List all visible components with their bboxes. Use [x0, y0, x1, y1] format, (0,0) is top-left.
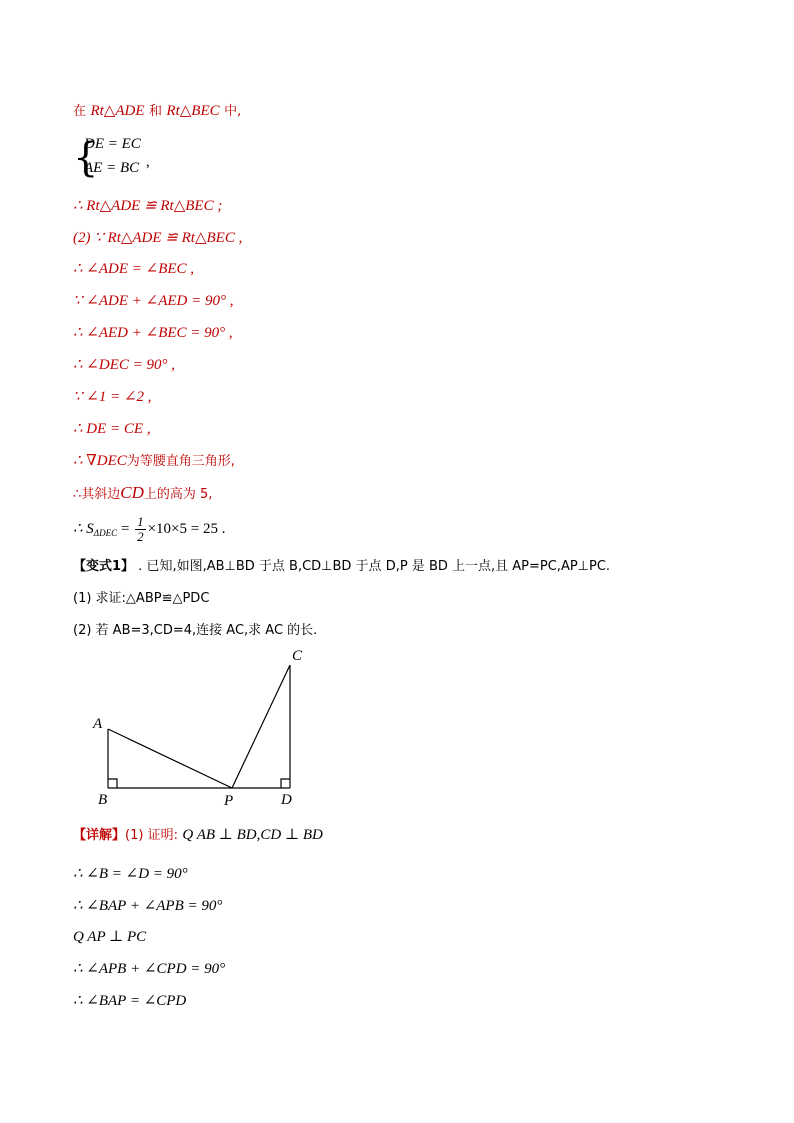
detail-line [73, 825, 323, 846]
text-part: ∴其斜边 [73, 487, 121, 502]
proof-line: ∵ ∠ADE + ∠AED = 90° , [73, 293, 234, 309]
proof-line: Q AP ⊥ PC [73, 929, 147, 945]
proof-line: ∴ DE = CE , [73, 421, 151, 437]
right-angle-mark-b [108, 779, 117, 788]
segment-ap [108, 729, 232, 788]
math-part: CD [120, 483, 144, 502]
math-triangle: Rt△BEC [166, 103, 220, 119]
equation-2: AE = BC [84, 160, 140, 176]
detail-text: (1) 证明: [125, 828, 178, 843]
question-1: (1) 求证:△ABP≌△PDC [73, 591, 210, 606]
label-p: P [224, 793, 234, 809]
text-mid: 和 [148, 104, 162, 119]
proof-line: ∴ ∠AED + ∠BEC = 90° , [73, 325, 233, 341]
proof-line: ∴ ∠APB + ∠CPD = 90° [73, 961, 226, 977]
text-pre: 在 [73, 104, 87, 119]
area-subscript: ΔDEC [93, 527, 118, 538]
text-part: 上的高为 5, [143, 487, 213, 502]
right-angle-mark-d [281, 779, 290, 788]
label-a: A [93, 716, 103, 732]
detail-math: Q AB ⊥ BD,CD ⊥ BD [182, 827, 323, 843]
equation-tail: , [146, 154, 150, 170]
area-rest: ×10×5 = 25 . [147, 520, 226, 537]
proof-line: ∴ ∠BAP = ∠CPD [73, 993, 187, 1009]
fraction-denominator: 2 [137, 529, 144, 544]
variant-label: 【变式1】 [73, 559, 135, 574]
math-triangle: Rt△ADE [90, 103, 145, 119]
area-symbol: ∴ S [73, 520, 94, 537]
equation-1: DE = EC [84, 136, 141, 152]
variant-text: . 已知,如图,AB⊥BD 于点 B,CD⊥BD 于点 D,P 是 BD 上一点,且 AP=PC,AP⊥PC. [134, 559, 611, 574]
question-2: (2) 若 AB=3,CD=4,连接 AC,求 AC 的长. [73, 623, 318, 638]
label-b: B [98, 792, 108, 808]
text-part: 为等腰直角三角形, [126, 454, 235, 469]
equals: = [117, 520, 134, 537]
proof-line: ∴ ∠DEC = 90° , [73, 357, 175, 373]
proof-line: ∵ ∠1 = ∠2 , [73, 389, 152, 405]
proof-line: (2) ∵ Rt△ADE ≌ Rt△BEC , [73, 230, 243, 246]
text-post: 中, [224, 104, 242, 119]
equation-brace: { [73, 135, 99, 181]
proof-line: ∴ ∠B = ∠D = 90° [73, 866, 188, 882]
proof-line: ∴ ∠ADE = ∠BEC , [73, 261, 195, 277]
label-c: C [292, 648, 303, 664]
label-d: D [281, 792, 292, 808]
proof-line: ∴ ∠BAP + ∠APB = 90° [73, 898, 223, 914]
proof-line: ∴ Rt△ADE ≌ Rt△BEC ; [73, 198, 223, 214]
detail-label: 【详解】 [73, 828, 126, 843]
math-part: ∴ ∇DEC [73, 453, 127, 469]
fraction-numerator: 1 [137, 514, 144, 529]
segment-pc [232, 665, 290, 788]
